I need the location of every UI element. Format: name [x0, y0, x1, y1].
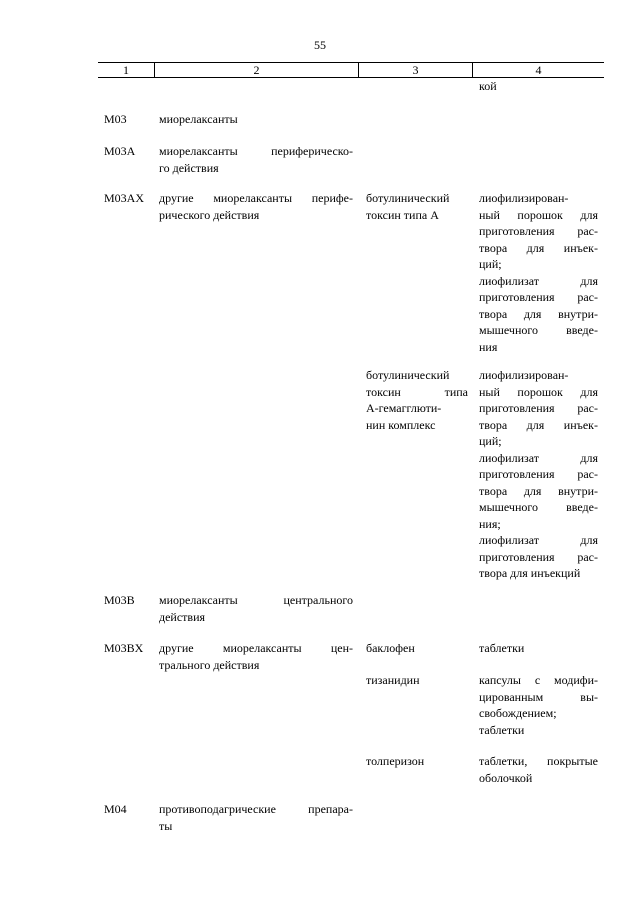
row-name-m03ax: [159, 190, 353, 223]
form-line: таблетки, покрытые: [479, 754, 598, 768]
drug-tolperisone: [366, 753, 468, 770]
row-code-m03bx: M03BX: [104, 641, 144, 655]
drug-line: ботулинический: [366, 368, 450, 382]
name-line: го действия: [159, 160, 219, 175]
name-line: миорелаксанты: [159, 112, 238, 126]
drug-tizanidine: [366, 672, 468, 689]
form-line: лиофилизирован-: [479, 368, 569, 382]
form-line: твора для инъекций: [479, 566, 581, 580]
drug-line: нин комплекс: [366, 417, 436, 432]
form-line: свобождением;: [479, 706, 557, 720]
form-tolperisone: [479, 753, 598, 786]
form-line: лиофилизат для: [479, 450, 598, 465]
name-line: другие миорелаксанты цен-: [159, 641, 353, 655]
drug-line: тизанидин: [366, 673, 420, 687]
form-line: ный порошок для: [479, 384, 598, 399]
row-name-m03a: [159, 143, 353, 176]
row-code-m03b: M03B: [104, 593, 135, 607]
table-header: [98, 62, 604, 78]
form-line: оболочкой: [479, 770, 533, 785]
form-line: лиофилизирован-: [479, 191, 569, 205]
form-line: мышечного введе-: [479, 500, 598, 514]
name-line: другие миорелаксанты перифе-: [159, 191, 353, 205]
drug-line: ботулинический: [366, 191, 450, 205]
form-baclofen: [479, 640, 598, 657]
row-code-m03ax: M03AX: [104, 191, 145, 205]
form-line: ций;: [479, 434, 502, 448]
form-line: ния: [479, 339, 498, 354]
form-line: приготовления рас-: [479, 549, 598, 564]
drug-line: А-гемагглюти-: [366, 401, 442, 415]
header-col-4: 4: [472, 63, 604, 77]
form-line: приготовления рас-: [479, 290, 598, 304]
row-code-m04: M04: [104, 802, 127, 816]
form-line: приготовления рас-: [479, 467, 598, 481]
name-line: миорелаксанты центрального: [159, 593, 353, 607]
form-tizanidine: [479, 672, 598, 738]
form-line: таблетки: [479, 722, 525, 737]
form-line: мышечного введе-: [479, 323, 598, 337]
page-number: 55: [314, 38, 326, 52]
row-name-m03bx: [159, 640, 353, 673]
form-line: лиофилизат для: [479, 273, 598, 288]
name-line: действия: [159, 609, 206, 624]
form-line: ций;: [479, 257, 502, 271]
form-line: лиофилизат для: [479, 533, 598, 547]
name-line: рического действия: [159, 207, 260, 222]
row-name-m03b: [159, 592, 353, 625]
form-line: ния;: [479, 516, 501, 531]
form-line: таблетки: [479, 641, 525, 655]
header-col-2: 2: [154, 63, 358, 77]
form-line: приготовления рас-: [479, 401, 598, 415]
form-botulinum-toxin-a: [479, 190, 598, 355]
header-col-1: 1: [123, 63, 129, 77]
continuation-text: кой: [479, 79, 497, 93]
form-line: твора для инъек-: [479, 417, 598, 432]
name-line: ты: [159, 818, 173, 833]
drug-baclofen: [366, 640, 468, 657]
name-line: противоподагрические препара-: [159, 802, 353, 816]
drug-line: токсин типа: [366, 384, 468, 399]
drug-botulinum-toxin-a-hemagglutinin: [366, 367, 468, 433]
drug-line: баклофен: [366, 641, 415, 655]
form-line: твора для внутри-: [479, 306, 598, 321]
form-line: капсулы с модифи-: [479, 673, 598, 687]
name-line: трального действия: [159, 657, 260, 672]
drug-botulinum-toxin-a: [366, 190, 468, 223]
form-line: твора для внутри-: [479, 483, 598, 498]
drug-line: токсин типа А: [366, 207, 439, 222]
name-line: миорелаксанты периферическо-: [159, 144, 353, 158]
row-name-m04: [159, 801, 353, 834]
header-col-3: 3: [358, 63, 472, 77]
row-code-m03a: M03A: [104, 144, 136, 158]
drug-line: толперизон: [366, 754, 425, 768]
row-name-m03: [159, 111, 353, 128]
form-line: приготовления рас-: [479, 224, 598, 238]
row-code-m03: M03: [104, 112, 127, 126]
form-botulinum-toxin-a-hemagglutinin: [479, 367, 598, 582]
form-line: цированным вы-: [479, 689, 598, 704]
form-line: твора для инъек-: [479, 240, 598, 255]
form-line: ный порошок для: [479, 207, 598, 222]
